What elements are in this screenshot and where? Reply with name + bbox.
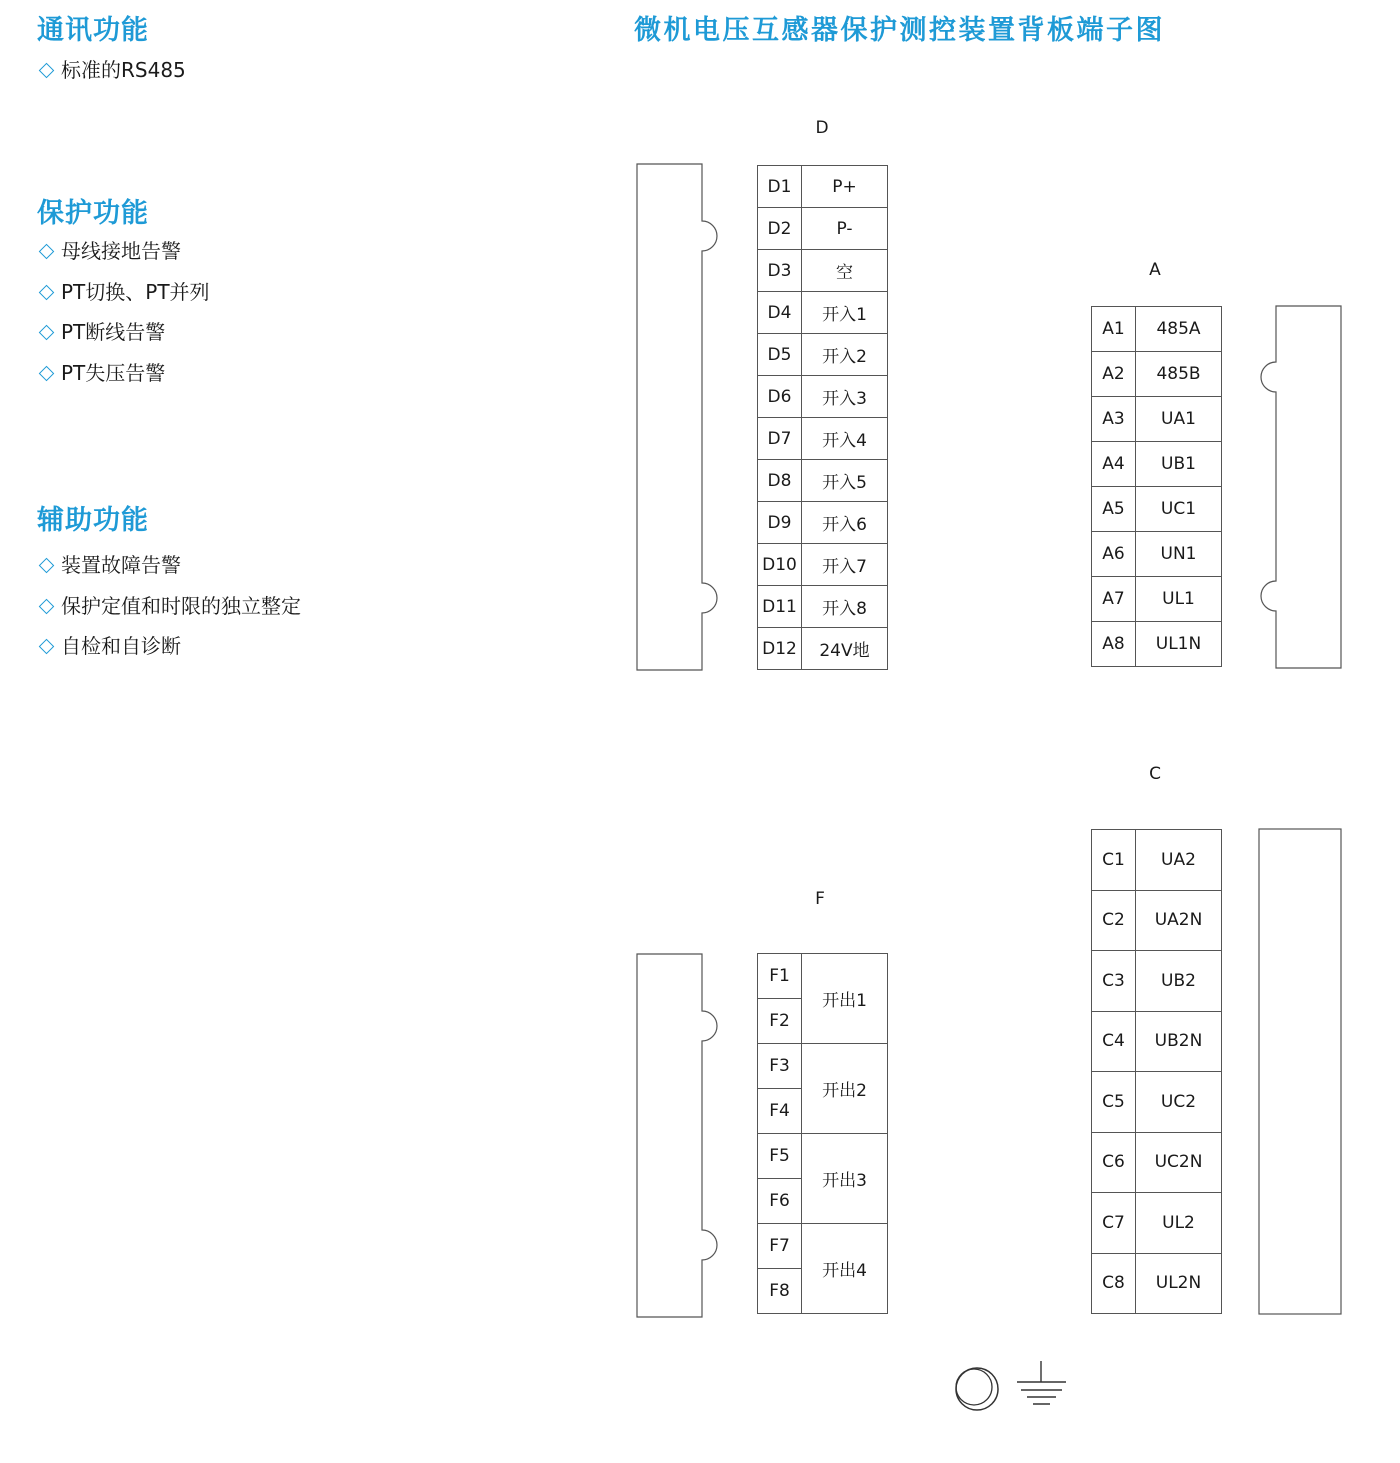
- terminal-signal: 开出1: [802, 954, 888, 1044]
- terminal-id: D5: [758, 334, 802, 376]
- terminal-id: D9: [758, 502, 802, 544]
- terminal-signal: 开入5: [802, 460, 888, 502]
- table-row: [758, 250, 888, 292]
- terminal-signal: UB2: [1136, 951, 1222, 1012]
- section-title-protection: 保护功能: [37, 198, 149, 229]
- terminal-signal: UA1: [1136, 397, 1222, 442]
- terminal-id: C8: [1092, 1253, 1136, 1314]
- terminal-id: F8: [758, 1269, 802, 1314]
- block-label-f: F: [815, 889, 825, 909]
- table-row: [1092, 397, 1222, 442]
- terminal-signal: UC1: [1136, 487, 1222, 532]
- terminal-signal: 开入1: [802, 292, 888, 334]
- table-row: [1092, 622, 1222, 667]
- table-row: [1092, 532, 1222, 577]
- terminal-id: D2: [758, 208, 802, 250]
- terminal-id: F5: [758, 1134, 802, 1179]
- list-item: PT切换、PT并列: [37, 279, 210, 320]
- table-row: [758, 544, 888, 586]
- table-row: [1092, 307, 1222, 352]
- terminal-id: A3: [1092, 397, 1136, 442]
- table-row: [758, 292, 888, 334]
- terminal-id: F1: [758, 954, 802, 999]
- terminal-id: A4: [1092, 442, 1136, 487]
- diagram-title: 微机电压互感器保护测控装置背板端子图: [634, 15, 1165, 46]
- terminal-signal: 开入3: [802, 376, 888, 418]
- terminal-signal: 开出4: [802, 1224, 888, 1314]
- terminal-signal: 空: [802, 250, 888, 292]
- terminal-signal: UL2N: [1136, 1253, 1222, 1314]
- terminal-signal: 开出3: [802, 1134, 888, 1224]
- list-item: 标准的RS485: [37, 57, 186, 98]
- terminal-signal: UC2N: [1136, 1132, 1222, 1193]
- table-row: [1092, 1193, 1222, 1254]
- table-row: [1092, 1253, 1222, 1314]
- terminal-block-f: [757, 953, 888, 1314]
- terminal-id: A5: [1092, 487, 1136, 532]
- circle-terminal-icon: [956, 1368, 998, 1410]
- list-item: 自检和自诊断: [37, 633, 301, 674]
- terminal-id: C1: [1092, 830, 1136, 891]
- list-item: 保护定值和时限的独立整定: [37, 593, 301, 634]
- terminal-block-c: [1091, 829, 1222, 1314]
- terminal-id: C2: [1092, 890, 1136, 951]
- terminal-id: C3: [1092, 951, 1136, 1012]
- table-row: [1092, 1011, 1222, 1072]
- terminal-signal: UL1: [1136, 577, 1222, 622]
- terminal-id: D4: [758, 292, 802, 334]
- connector-housing-c: [1259, 829, 1341, 1314]
- table-row: [1092, 890, 1222, 951]
- table-row: [758, 460, 888, 502]
- terminal-signal: UB2N: [1136, 1011, 1222, 1072]
- terminal-signal: 开入8: [802, 586, 888, 628]
- table-row: [758, 954, 888, 999]
- block-label-a: A: [1149, 260, 1161, 280]
- table-row: [758, 376, 888, 418]
- terminal-signal: P-: [802, 208, 888, 250]
- terminal-id: A8: [1092, 622, 1136, 667]
- terminal-id: C5: [1092, 1072, 1136, 1133]
- terminal-block-a: [1091, 306, 1222, 667]
- terminal-signal: 485A: [1136, 307, 1222, 352]
- terminal-signal: 485B: [1136, 352, 1222, 397]
- table-row: [1092, 830, 1222, 891]
- table-row: [1092, 1072, 1222, 1133]
- terminal-signal: UB1: [1136, 442, 1222, 487]
- table-row: [758, 166, 888, 208]
- table-row: [758, 1134, 888, 1179]
- terminal-id: D8: [758, 460, 802, 502]
- terminal-id: F2: [758, 999, 802, 1044]
- table-row: [1092, 442, 1222, 487]
- terminal-id: D7: [758, 418, 802, 460]
- table-row: [758, 208, 888, 250]
- terminal-signal: 开入4: [802, 418, 888, 460]
- block-label-d: D: [815, 118, 829, 138]
- table-row: [758, 334, 888, 376]
- table-row: [758, 628, 888, 670]
- terminal-id: A6: [1092, 532, 1136, 577]
- terminal-id: A2: [1092, 352, 1136, 397]
- terminal-signal: 24V地: [802, 628, 888, 670]
- table-row: [1092, 487, 1222, 532]
- table-row: [758, 1224, 888, 1269]
- list-item: PT失压告警: [37, 360, 210, 401]
- terminal-id: D12: [758, 628, 802, 670]
- terminal-id: C6: [1092, 1132, 1136, 1193]
- terminal-id: C7: [1092, 1193, 1136, 1254]
- terminal-signal: UA2: [1136, 830, 1222, 891]
- terminal-signal: UC2: [1136, 1072, 1222, 1133]
- list-item: PT断线告警: [37, 319, 210, 360]
- terminal-signal: 开入6: [802, 502, 888, 544]
- section-title-communication: 通讯功能: [37, 15, 149, 46]
- section-title-auxiliary: 辅助功能: [37, 505, 149, 536]
- terminal-signal: UL2: [1136, 1193, 1222, 1254]
- terminal-signal: 开入7: [802, 544, 888, 586]
- table-row: [758, 502, 888, 544]
- table-row: [1092, 352, 1222, 397]
- terminal-signal: P+: [802, 166, 888, 208]
- table-row: [1092, 1132, 1222, 1193]
- list-item: 装置故障告警: [37, 552, 301, 593]
- connector-housing-d: [637, 164, 717, 670]
- terminal-id: F6: [758, 1179, 802, 1224]
- terminal-id: D3: [758, 250, 802, 292]
- terminal-id: D10: [758, 544, 802, 586]
- terminal-signal: 开出2: [802, 1044, 888, 1134]
- connector-housing-a: [1261, 306, 1341, 668]
- terminal-id: D11: [758, 586, 802, 628]
- terminal-id: F4: [758, 1089, 802, 1134]
- connector-housing-f: [637, 954, 717, 1317]
- list-item: 母线接地告警: [37, 238, 210, 279]
- terminal-id: F3: [758, 1044, 802, 1089]
- terminal-id: D1: [758, 166, 802, 208]
- terminal-id: A7: [1092, 577, 1136, 622]
- terminal-id: A1: [1092, 307, 1136, 352]
- terminal-id: D6: [758, 376, 802, 418]
- block-label-c: C: [1149, 764, 1161, 784]
- ground-icon: [1017, 1361, 1066, 1404]
- terminal-signal: UN1: [1136, 532, 1222, 577]
- table-row: [1092, 577, 1222, 622]
- terminal-signal: UL1N: [1136, 622, 1222, 667]
- terminal-id: C4: [1092, 1011, 1136, 1072]
- table-row: [758, 418, 888, 460]
- terminal-signal: UA2N: [1136, 890, 1222, 951]
- table-row: [758, 586, 888, 628]
- terminal-block-d: [757, 165, 888, 670]
- table-row: [1092, 951, 1222, 1012]
- terminal-signal: 开入2: [802, 334, 888, 376]
- terminal-id: F7: [758, 1224, 802, 1269]
- table-row: [758, 1044, 888, 1089]
